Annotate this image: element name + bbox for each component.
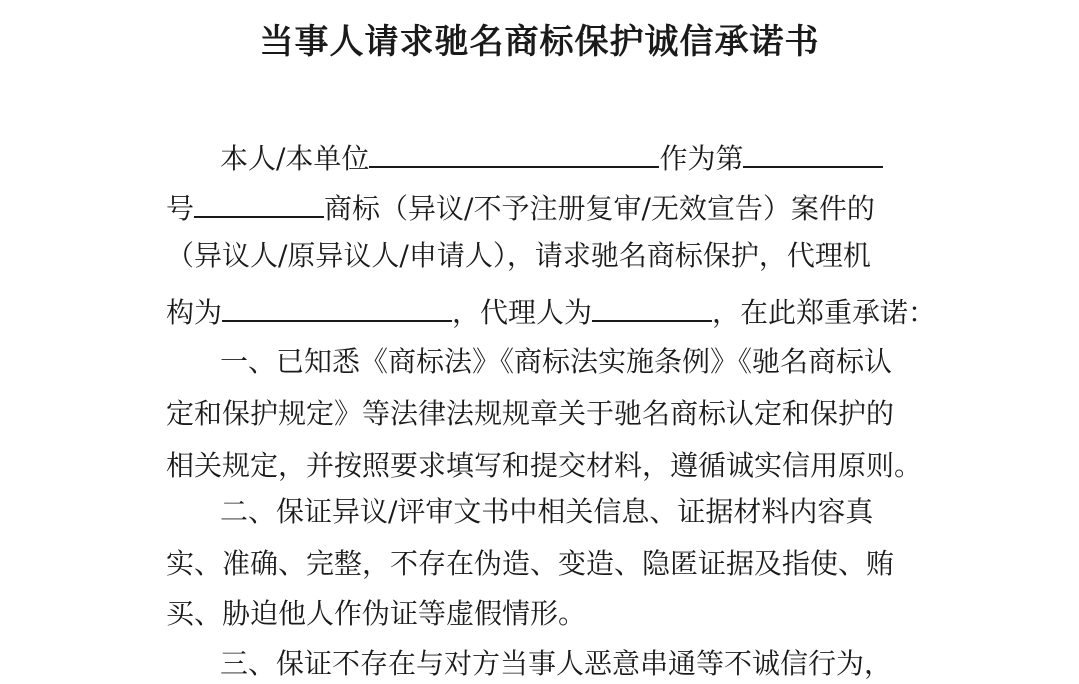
blank-unit-name[interactable]	[369, 136, 659, 168]
paragraph-line-6: 定和保护规定》等法律法规规章关于驰名商标认定和保护的	[166, 397, 895, 430]
paragraph-line-5: 一、已知悉《商标法》《商标法实施条例》《驰名商标认	[220, 345, 893, 378]
paragraph-line-4	[166, 290, 936, 333]
paragraph-line-2	[166, 186, 875, 229]
text-segment: ，代理人为	[452, 296, 593, 329]
paragraph-line-9: 实、准确、完整，不存在伪造、变造、隐匿证据及指使、贿	[166, 547, 895, 580]
paragraph-line-1	[220, 136, 883, 179]
blank-agency-name[interactable]	[222, 290, 452, 322]
text-segment: 作为第	[659, 142, 744, 175]
text-segment: 号	[166, 192, 195, 225]
paragraph-line-3: （异议人/原异议人/申请人），请求驰名商标保护，代理机	[166, 239, 871, 272]
blank-agent-name[interactable]	[592, 290, 712, 322]
paragraph-line-11: 三、保证不存在与对方当事人恶意串通等不诚信行为，	[220, 647, 893, 680]
paragraph-line-8: 二、保证异议/评审文书中相关信息、证据材料内容真	[220, 495, 874, 528]
text-segment: 商标（异议/不予注册复审/无效宣告）案件的	[324, 192, 875, 225]
blank-trademark-name[interactable]	[194, 186, 324, 218]
paragraph-line-10: 买、胁迫他人作伪证等虚假情形。	[166, 597, 587, 630]
blank-application-number[interactable]	[743, 136, 883, 168]
document-title: 当事人请求驰名商标保护诚信承诺书	[259, 22, 820, 62]
text-segment: 本人/本单位	[220, 142, 370, 175]
text-segment: 构为	[166, 296, 223, 329]
paragraph-line-7: 相关规定，并按照要求填写和提交材料，遵循诚实信用原则。	[166, 449, 923, 482]
text-segment: ，在此郑重承诺：	[712, 296, 937, 329]
